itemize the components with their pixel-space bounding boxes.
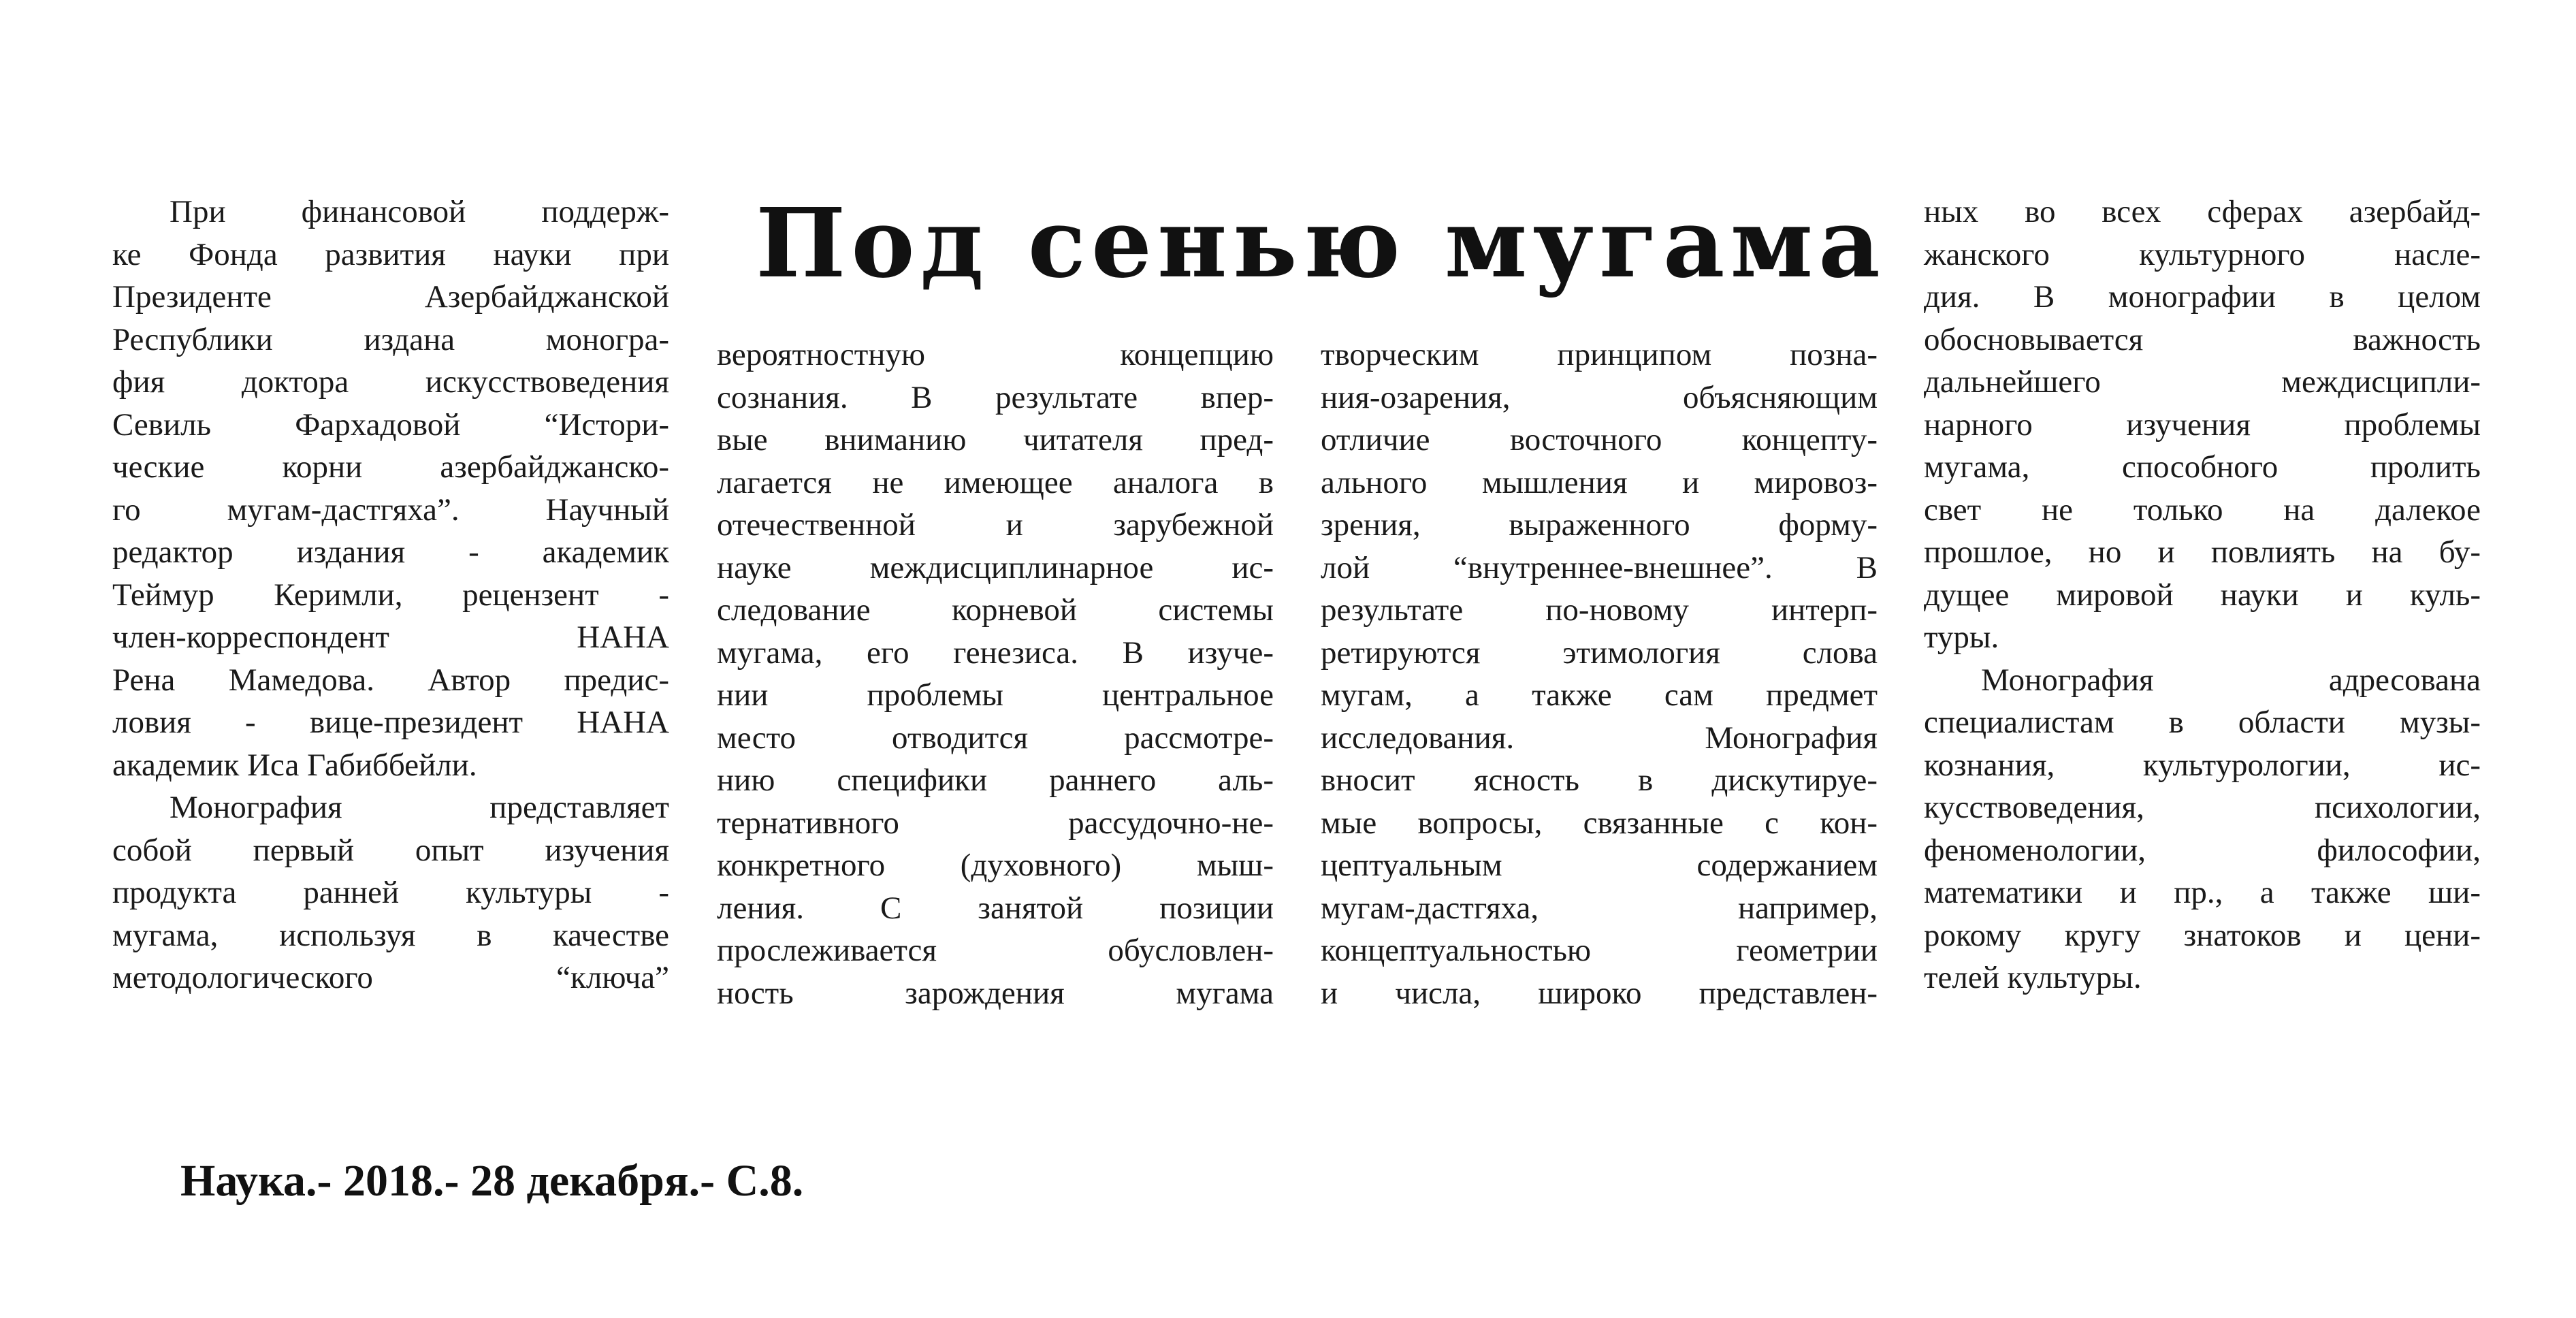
article-paragraph [1321,334,1878,1014]
text-line: ке Фонда развития науки при [112,236,669,272]
text-line: сознания. В результате впер- [717,379,1274,415]
text-line: лагается не имеющее аналога в [717,464,1274,500]
text-line: Республики издана моногра- [112,321,669,357]
text-line: мугам-дастгяха, например, [1321,890,1878,926]
article-paragraph [112,786,669,999]
text-line: отечественной и зарубежной [717,507,1274,543]
text-line: цептуальным содержанием [1321,848,1878,883]
text-line: прослеживается обусловлен- [717,933,1274,968]
text-line: феноменологии, философии, [1924,832,2481,868]
text-line: фия доктора искусствоведения [112,364,669,400]
text-line: свет не только на далекое [1924,492,2481,528]
text-line: творческим принципом позна- [1321,337,1878,372]
text-line: концептуальностью геометрии [1321,933,1878,968]
text-line: ловия - вице-президент НАНА [112,705,669,740]
text-line: ления. С занятой позиции [717,890,1274,926]
text-line: обосновывается важность [1924,321,2481,357]
text-line: член-корреспондент НАНА [112,620,669,655]
text-line: го мугам-дастгяха”. Научный [112,492,669,528]
text-line: мые вопросы, связанные с кон- [1321,805,1878,841]
text-line: вые вниманию читателя пред- [717,422,1274,457]
text-line: Теймур Керимли, рецензент - [112,577,669,613]
text-line: дия. В монографии в целом [1924,279,2481,315]
text-line: конкретного (духовного) мыш- [717,848,1274,883]
text-line: Монография адресована [1981,662,2481,698]
text-line: Рена Мамедова. Автор предис- [112,662,669,698]
text-line: ных во всех сферах азербайд- [1924,194,2481,229]
text-line: дущее мировой науки и куль- [1924,577,2481,613]
text-line: специалистам в области музы- [1924,705,2481,740]
text-line: мугама, его генезиса. В изуче- [717,634,1274,671]
text-line: результате по-новому интерп- [1321,592,1878,628]
text-line: отличие восточного концепту- [1321,422,1878,457]
text-line: нарного изучения проблемы [1924,406,2481,443]
text-line: науке междисциплинарное ис- [717,549,1274,585]
article-paragraph [717,334,1274,1014]
text-line: жанского культурного насле- [1924,236,2481,272]
text-line: ческие корни азербайджанско- [112,449,669,485]
text-line: кусствоведения, психологии, [1924,790,2481,825]
text-line: редактор издания - академик [112,534,669,570]
text-line: нии проблемы центральное [717,677,1274,713]
text-line: лой “внутреннее-внешнее”. В [1321,549,1878,585]
text-line: туры. [1924,620,1999,655]
text-line: продукта ранней культуры - [112,875,669,910]
text-line: телей культуры. [1924,960,2142,995]
text-line: Монография представляет [170,790,669,825]
text-line: место отводится рассмотре- [717,720,1274,756]
text-line: мугам, а также сам предмет [1321,677,1878,713]
text-line: академик Иса Габиббейли. [112,747,477,783]
text-line: тернативного рассудочно-не- [717,805,1274,841]
text-line: При финансовой поддерж- [170,194,669,229]
text-line: вероятностную концепцию [717,337,1274,372]
text-line: прошлое, но и повлиять на бу- [1924,534,2481,570]
text-line: следование корневой системы [717,592,1274,628]
article-column-4 [1924,191,2481,999]
text-line: дальнейшего междисципли- [1924,364,2481,400]
text-line: нию специфики раннего аль- [717,762,1274,798]
text-line: методологического “ключа” [112,960,669,995]
text-line: зрения, выраженного форму- [1321,507,1878,543]
text-line: вносит ясность в дискутируе- [1321,762,1878,798]
article-paragraph [1924,659,2481,999]
text-line: мугама, способного пролить [1924,449,2481,485]
article-column-2 [717,334,1274,1014]
text-line: рокому кругу знатоков и цени- [1924,917,2481,953]
text-line: ность зарождения мугама [717,975,1274,1011]
article-column-3 [1321,334,1878,1014]
text-line: кознания, культурологии, ис- [1924,747,2481,783]
article-paragraph [112,191,669,786]
text-line: собой первый опыт изучения [112,832,669,868]
text-line: и числа, широко представлен- [1321,975,1878,1011]
text-line: Президенте Азербайджанской [112,279,669,315]
article-paragraph [1924,191,2481,659]
text-line: мугама, используя в качестве [112,917,669,953]
text-line: математики и пр., а также ши- [1924,875,2481,910]
text-line: ретируются этимология слова [1321,634,1878,671]
source-citation: Наука.- 2018.- 28 декабря.- С.8. [180,1156,804,1206]
text-line: исследования. Монография [1321,720,1878,756]
article-headline: Под сенью мугама [756,188,1886,300]
text-line: Севиль Фархадовой “Истори- [112,406,669,443]
text-line: ния-озарения, объясняющим [1321,379,1878,415]
text-line: ального мышления и мировоз- [1321,464,1878,500]
article-column-1 [112,191,669,999]
